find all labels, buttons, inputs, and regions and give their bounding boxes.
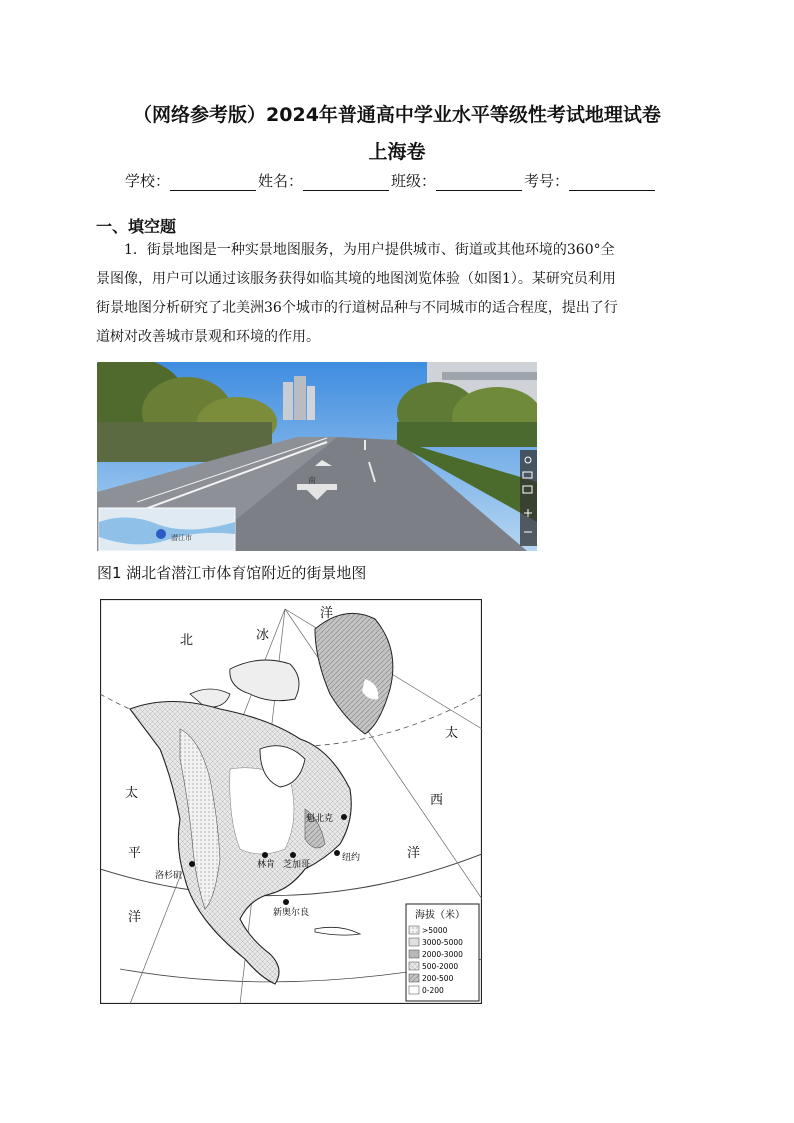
city-label: 洛杉矶 — [155, 871, 183, 881]
city-marker — [189, 861, 195, 867]
direction-label: 南 — [308, 476, 316, 485]
ocean-char: 洋 — [407, 846, 421, 861]
figure-1-caption: 图1 湖北省潜江市体育馆附近的街景地图 — [97, 564, 367, 582]
street-view-photo — [97, 362, 537, 551]
legend-item: 0-200 — [422, 986, 444, 995]
paper-title: （网络参考版）2024年普通高中学业水平等级性考试地理试卷 — [133, 104, 661, 126]
legend-title: 海拔（米） — [415, 910, 465, 921]
paper-subtitle: 上海卷 — [368, 141, 426, 163]
question-line: 道树对改善城市景观和环境的作用。 — [96, 329, 320, 345]
legend-item: 500-2000 — [422, 962, 459, 971]
exam-number-label: 考号： — [524, 172, 570, 190]
question-line: 1．街景地图是一种实景地图服务，为用户提供城市、街道或其他环境的360°全 — [96, 242, 615, 258]
city-label: 新奥尔良 — [273, 908, 310, 918]
legend-item: >5000 — [422, 926, 448, 935]
city-marker — [341, 814, 347, 820]
ocean-char: 洋 — [320, 606, 334, 621]
section-heading: 一、填空题 — [96, 217, 177, 236]
name-label: 姓名： — [258, 172, 304, 190]
ocean-char: 西 — [430, 793, 444, 808]
city-marker — [283, 899, 289, 905]
city-label: 纽约 — [342, 853, 361, 863]
ocean-char: 冰 — [256, 628, 270, 643]
ocean-char: 北 — [180, 633, 194, 648]
school-blank[interactable] — [170, 174, 256, 191]
city-label: 芝加哥 — [283, 860, 311, 870]
minimap-city: 潜江市 — [171, 534, 192, 542]
ocean-char: 洋 — [128, 910, 142, 925]
exam-number-blank[interactable] — [569, 174, 655, 191]
question-line: 景图像，用户可以通过该服务获得如临其境的地图浏览体验（如图1）。某研究员利用 — [96, 271, 616, 287]
north-america-elevation-map — [100, 599, 482, 1004]
ocean-char: 太 — [445, 726, 459, 741]
location-marker-icon — [156, 529, 166, 539]
class-label: 班级： — [391, 172, 437, 190]
ocean-char: 平 — [128, 846, 142, 861]
legend-item: 2000-3000 — [422, 950, 463, 959]
class-blank[interactable] — [436, 174, 522, 191]
question-line: 街景地图分析研究了北美洲36个城市的行道树品种与不同城市的适合程度，提出了行 — [96, 300, 618, 316]
city-label: 林肯 — [257, 860, 276, 870]
ocean-char: 太 — [125, 786, 139, 801]
student-info-row — [125, 170, 657, 191]
question-1-text — [96, 236, 696, 352]
city-label: 魁北克 — [306, 814, 334, 824]
city-marker — [334, 850, 340, 856]
city-marker — [290, 852, 296, 858]
city-marker — [262, 852, 268, 858]
school-label: 学校： — [125, 172, 171, 190]
legend-item: 200-500 — [422, 974, 454, 983]
legend-item: 3000-5000 — [422, 938, 463, 947]
name-blank[interactable] — [303, 174, 389, 191]
